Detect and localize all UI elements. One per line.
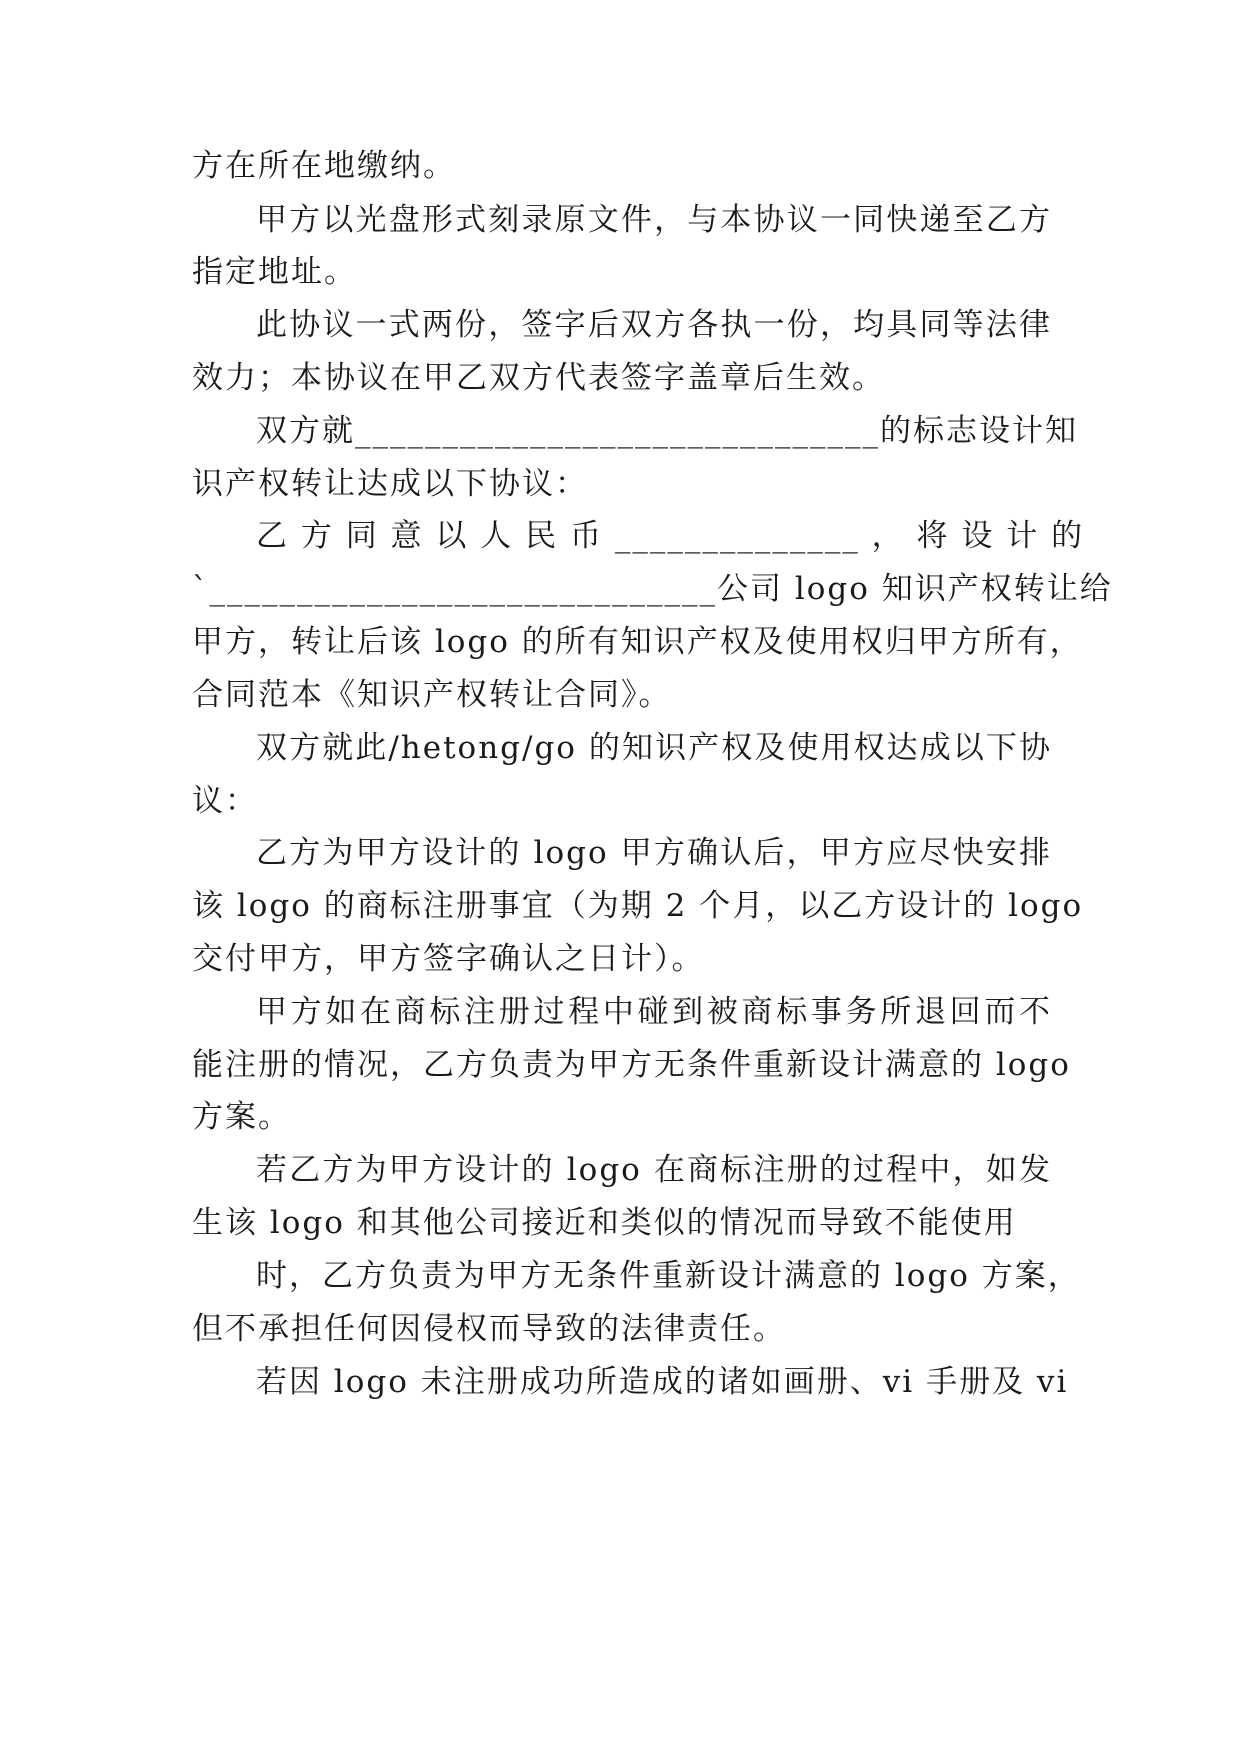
text-line: 方案。 xyxy=(192,1099,291,1135)
text-line: 识产权转让达成以下协议： xyxy=(192,466,588,502)
text-line: 交付甲方，甲方签字确认之日计）。 xyxy=(192,941,705,977)
text-line: `_____________________________公司 logo 知识产权转让给 xyxy=(192,571,1113,607)
text-line: 但不承担任何因侵权而导致的法律责任。 xyxy=(192,1311,786,1347)
text-line: 若因 logo 未注册成功所造成的诸如画册、vi 手册及 vi xyxy=(256,1364,1069,1400)
text-line: 双方就______________________________的标志设计知 xyxy=(256,413,1078,449)
text-line: 甲方以光盘形式刻录原文件，与本协议一同快递至乙方 xyxy=(256,202,1052,238)
text-line: 该 logo 的商标注册事宜（为期 2 个月，以乙方设计的 logo xyxy=(192,888,1084,924)
text-line: 若乙方为甲方设计的 logo 在商标注册的过程中，如发 xyxy=(256,1152,1052,1188)
text-line: 议： xyxy=(192,783,258,819)
text-line: 甲方如在商标注册过程中碰到被商标事务所退回而不 xyxy=(256,994,1052,1030)
text-line: 效力；本协议在甲乙双方代表签字盖章后生效。 xyxy=(192,360,885,396)
text-line: 乙方为甲方设计的 logo 甲方确认后，甲方应尽快安排 xyxy=(256,835,1052,871)
text-line: 合同范本《知识产权转让合同》。 xyxy=(192,677,672,713)
text-line: 双方就此/hetong/go 的知识产权及使用权达成以下协 xyxy=(256,730,1052,766)
text-line: 方在所在地缴纳。 xyxy=(192,148,456,184)
text-line: 乙 方 同 意 以 人 民 币 ______________ ， 将 设 计 的 xyxy=(256,518,1085,554)
text-line: 甲方，转让后该 logo 的所有知识产权及使用权归甲方所有， xyxy=(192,624,1083,660)
text-line: 能注册的情况，乙方负责为甲方无条件重新设计满意的 logo xyxy=(192,1047,1071,1083)
text-line: 此协议一式两份，签字后双方各执一份，均具同等法律 xyxy=(256,307,1052,343)
text-line: 生该 logo 和其他公司接近和类似的情况而导致不能使用 xyxy=(192,1205,1017,1241)
text-line: 指定地址。 xyxy=(192,254,357,290)
text-line: 时，乙方负责为甲方无条件重新设计满意的 logo 方案， xyxy=(256,1258,1081,1294)
